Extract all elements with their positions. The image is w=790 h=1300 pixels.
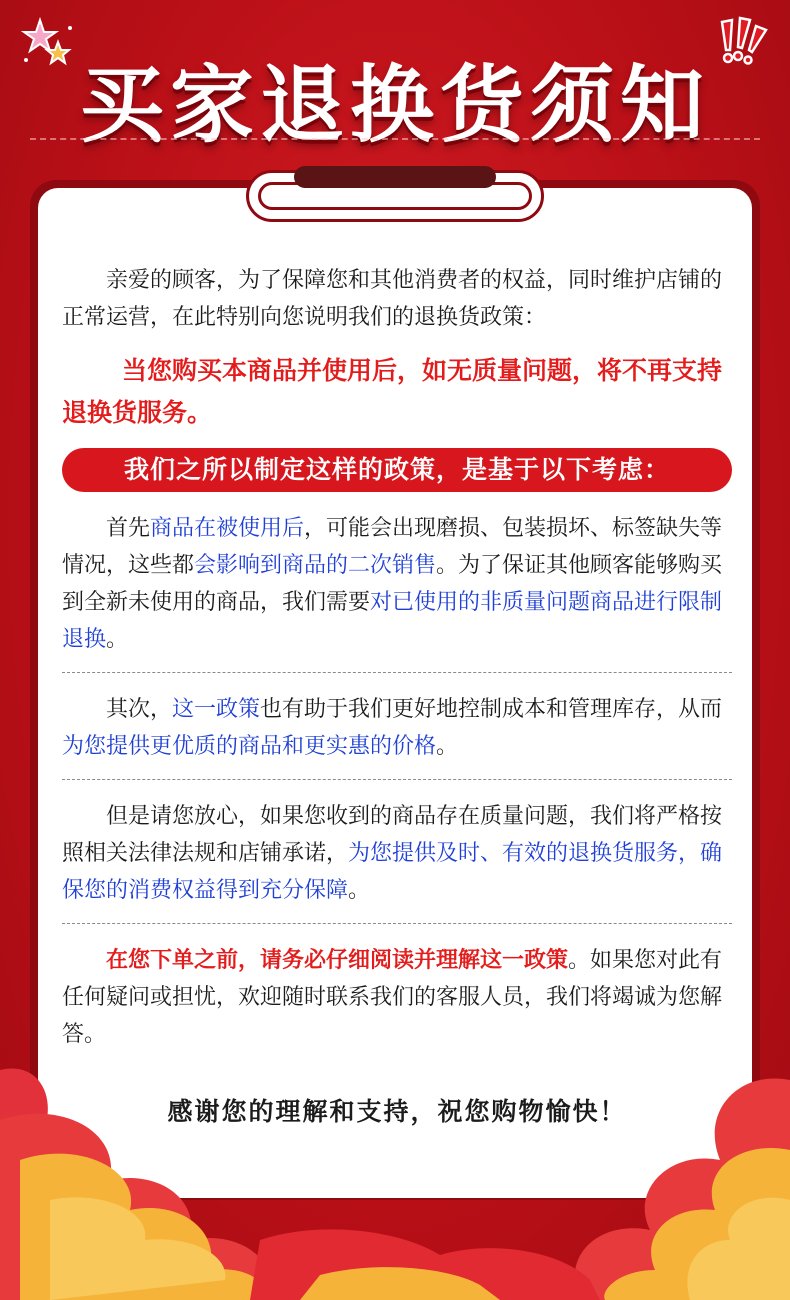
text-span: 但是请您放心，如果您收到的商品存在质量问题，我们将严格按照相关法律法规和店铺承诺， (62, 804, 723, 866)
text-span: 。 (106, 627, 129, 652)
section-third (62, 798, 732, 909)
highlight-span: 在您下单之前，请务必仔细阅读并理解这一政策 (106, 948, 569, 973)
cloud-decoration (0, 1040, 790, 1300)
text-span: 。如果您对此有任何疑问或担忧，欢迎随时联系我们的客服人员，我们将竭诚为您解答。 (62, 948, 723, 1047)
notice-content (62, 262, 732, 1130)
page-title: 买家退换货须知 (79, 56, 710, 154)
text-span: 。 (436, 734, 459, 759)
title-divider (30, 138, 760, 140)
section-second (62, 691, 732, 765)
reason-banner: 我们之所以制定这样的政策，是基于以下考虑： (62, 448, 732, 492)
text-span: 其次， (106, 697, 173, 722)
exclamation-icon (712, 14, 774, 74)
highlight-span: 会影响到商品的二次销售 (194, 553, 437, 578)
section-first (62, 510, 732, 658)
text-span: 首先 (106, 516, 151, 541)
clipboard-clip-top (294, 166, 496, 188)
highlight-span: 商品在被使用后 (150, 516, 305, 541)
header (0, 0, 790, 154)
highlight-span: 为您提供及时、有效的退换货服务，确保您的消费权益得到充分保障 (62, 841, 723, 903)
text-span: ，可能会出现磨损、包装损坏、标签缺失等情况，这些都 (62, 516, 723, 578)
highlight-span: 对已使用的非质量问题商品进行限制退换 (62, 590, 723, 652)
text-span: 。 (348, 878, 371, 903)
section-fourth (62, 942, 732, 1053)
warning-text: 当您购买本商品并使用后，如无质量问题，将不再支持退换货服务。 (62, 356, 723, 427)
section-divider (62, 779, 732, 780)
highlight-span: 这一政策 (172, 697, 261, 722)
section-divider (62, 672, 732, 673)
text-span: 也有助于我们更好地控制成本和管理库存，从而 (260, 697, 723, 722)
section-divider (62, 923, 732, 924)
intro-paragraph: 亲爱的顾客，为了保障您和其他消费者的权益，同时维护店铺的正常运营，在此特别向您说明我们的退换货政策： (62, 268, 723, 330)
text-span: 。为了保证其他顾客能够购买到全新未使用的商品，我们需要 (62, 553, 723, 615)
thanks-text: 感谢您的理解和支持，祝您购物愉快！ (167, 1097, 627, 1126)
highlight-span: 为您提供更优质的商品和更实惠的价格 (62, 734, 437, 759)
